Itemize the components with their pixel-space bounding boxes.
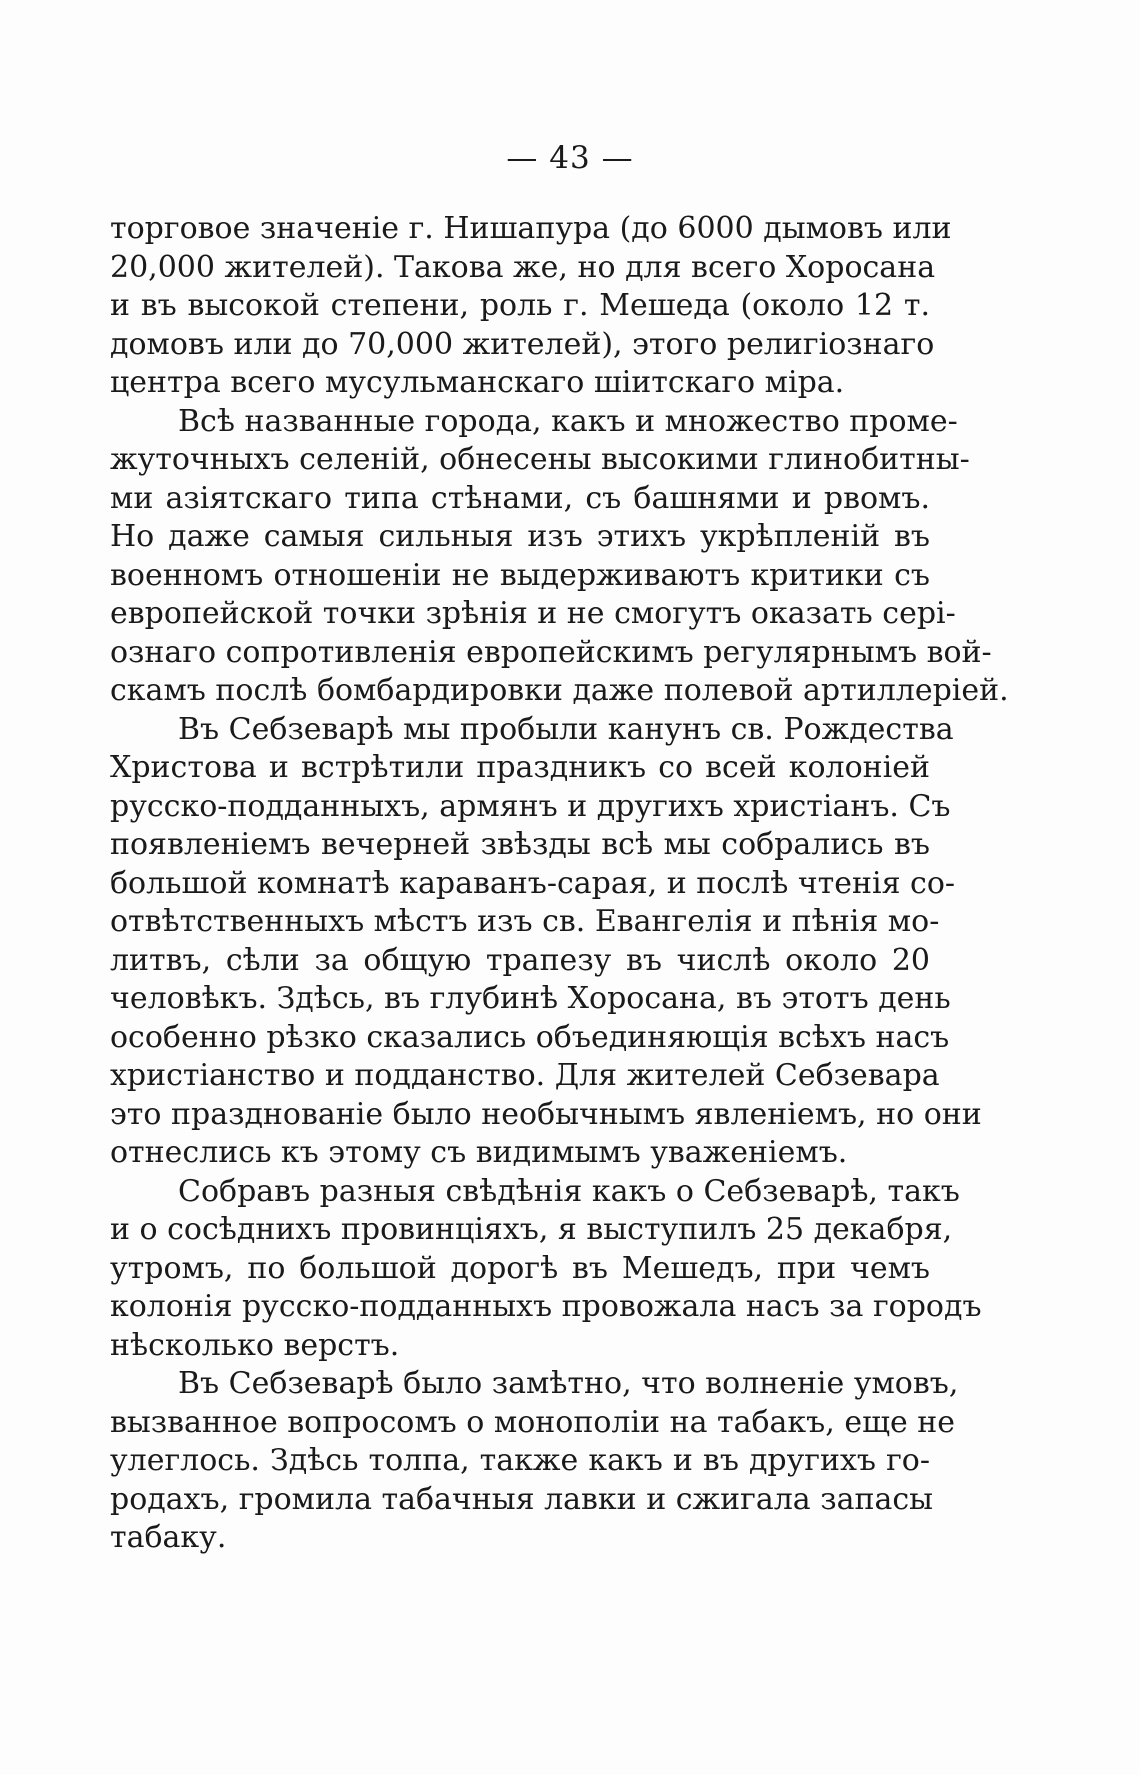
paragraph — [110, 210, 952, 403]
text-line: табаку. — [110, 1520, 227, 1555]
text-line: человѣкъ. Здѣсь, въ глубинѣ Хоросана, въ этотъ день — [110, 981, 951, 1016]
text-line: и о сосѣднихъ провинцiяхъ, я выступилъ 25 декабря, — [110, 1212, 953, 1247]
text-line: Всѣ названные города, какъ и множество проме- — [178, 403, 958, 439]
text-line: большой комнатѣ караванъ-сарая, и послѣ чтенiя со- — [110, 865, 956, 901]
text-line: русско-подданныхъ, армянъ и другихъ христiанъ. Съ — [110, 788, 951, 824]
text-line: Но даже самыя сильныя изъ этихъ укрѣпленiй въ — [110, 519, 930, 554]
paragraph — [110, 711, 982, 1173]
text-line: улеглось. Здѣсь толпа, также какъ и въ другихъ го- — [110, 1443, 930, 1478]
paragraph — [110, 1173, 982, 1366]
text-line: литвъ, сѣли за общую трапезу въ числѣ около 20 — [110, 942, 930, 978]
text-line: колонiя русско-подданныхъ провожала насъ за городъ — [110, 1289, 982, 1324]
text-line: торговое значенiе г. Нишапура (до 6000 дымовъ или — [110, 211, 952, 246]
text-line: родахъ, громила табачныя лавки и сжигала запасы — [110, 1481, 934, 1517]
text-line: Въ Себзеварѣ мы пробыли канунъ св. Рождества — [178, 711, 954, 747]
text-line: отвѣтственныхъ мѣстъ изъ св. Евангелiя и пѣнiя мо- — [110, 904, 940, 939]
paragraph — [110, 1365, 959, 1558]
page-number: — 43 — — [506, 140, 634, 176]
text-line: европейской точки зрѣнiя и не смогутъ оказать серi- — [110, 596, 956, 631]
text-line: утромъ, по большой дорогѣ въ Мешедъ, при чемъ — [110, 1250, 930, 1286]
text-line: и въ высокой степени, роль г. Мешеда (около 12 т. — [110, 288, 930, 323]
text-line: Христова и встрѣтили праздникъ со всей колонiей — [110, 750, 930, 785]
text-line: центра всего мусульманскаго шiитскаго мiра. — [110, 365, 845, 400]
text-line: военномъ отношенiи не выдерживаютъ критики съ — [110, 557, 930, 593]
text-line: нѣсколько верстъ. — [110, 1327, 400, 1363]
text-line: жуточныхъ селенiй, обнесены высокими глинобитны- — [110, 442, 970, 477]
text-line: Въ Себзеварѣ было замѣтно, что волненiе умовъ, — [178, 1366, 959, 1401]
text-line: это празднованiе было необычнымъ явленiемъ, но они — [110, 1096, 982, 1132]
text-line: скамъ послѣ бомбардировки даже полевой артиллерiей. — [110, 673, 1009, 708]
text-line: особенно рѣзко сказались объединяющiя всѣхъ насъ — [110, 1019, 950, 1055]
text-line: отнеслись къ этому съ видимымъ уваженiемъ. — [110, 1135, 848, 1170]
paragraph — [110, 403, 1009, 711]
text-line: христiанство и подданство. Для жителей Себзевара — [110, 1058, 940, 1093]
text-line: Собравъ разныя свѣдѣнiя какъ о Себзеварѣ, такъ — [178, 1173, 960, 1209]
text-line: появленiемъ вечерней звѣзды всѣ мы собрались въ — [110, 827, 930, 862]
text-line: домовъ или до 70,000 жителей), этого религiознаго — [110, 326, 935, 362]
text-line: ми азiятскаго типа стѣнами, съ башнями и рвомъ. — [110, 480, 930, 516]
text-line: 20,000 жителей). Такова же, но для всего Хоросана — [110, 249, 936, 285]
text-line: вызванное вопросомъ о монополiи на табакъ, еще не — [110, 1404, 956, 1440]
body-text — [110, 210, 1009, 1558]
text-line: ознаго сопротивленiя европейскимъ регулярнымъ вой- — [110, 634, 992, 670]
